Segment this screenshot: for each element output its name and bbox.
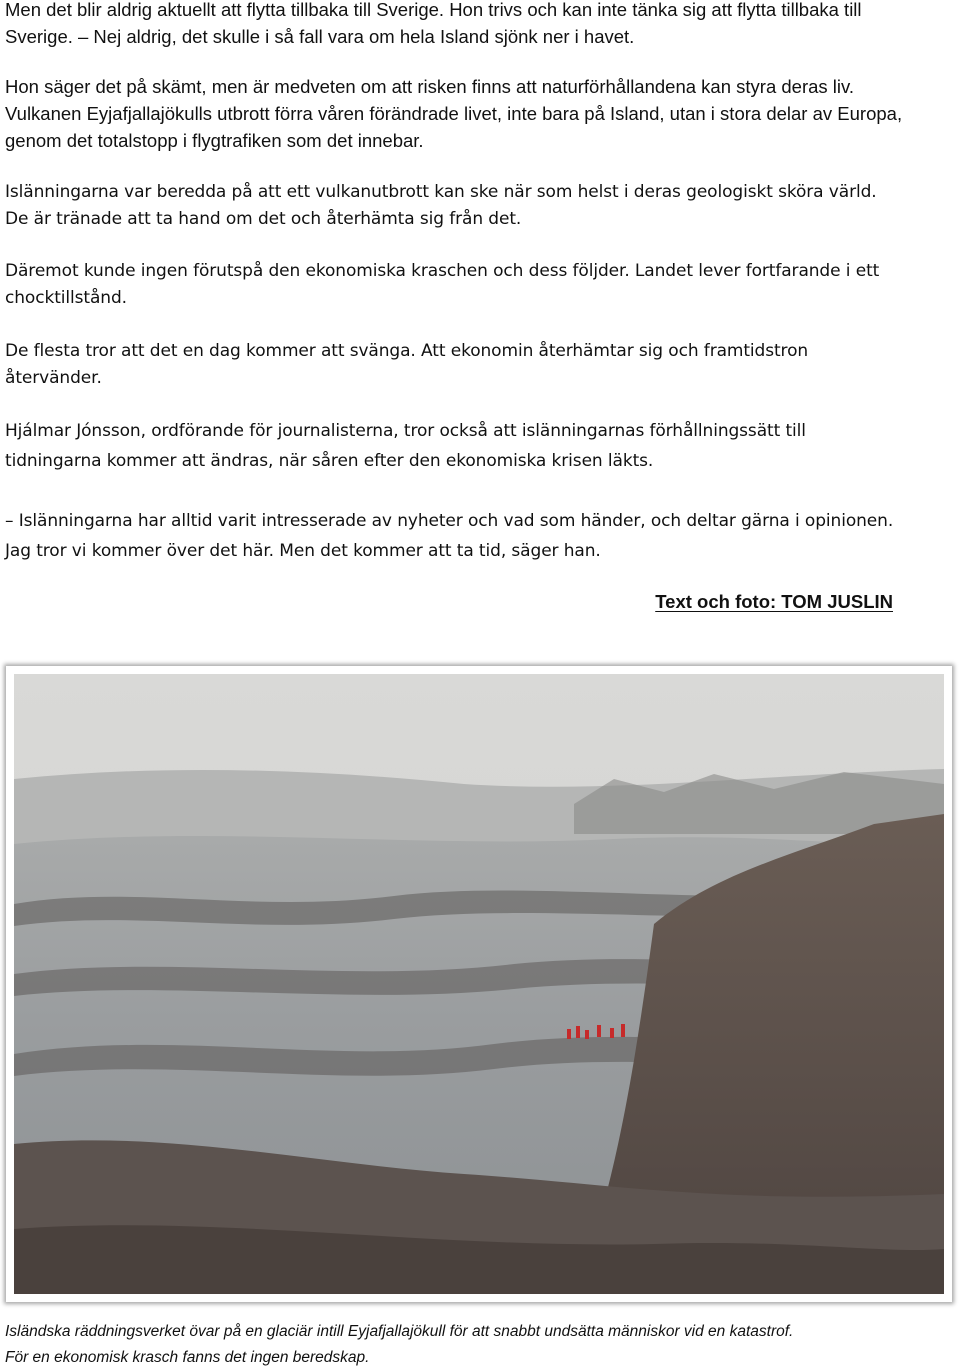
paragraph-4: Däremot kunde ingen förutspå den ekonomiska kraschen och dess följder. Landet lever fortfarande i ett chocktillstånd. [5, 261, 880, 308]
paragraph-3: Islänningarna var beredda på att ett vulkanutbrott kan ske när som helst i deras geologiskt sköra värld. De är tränade att ta hand om det och återhämta sig från det. [5, 182, 877, 229]
paragraph-5: De flesta tror att det en dag kommer att svänga. Att ekonomin återhämtar sig och framtidstron återvänder. [5, 341, 809, 388]
glacier-photo [14, 674, 944, 1294]
paragraph-6: Hjálmar Jónsson, ordförande för journalisterna, tror också att islänningarnas förhållningssätt till tidningarna kommer att ändras, när såren efter den ekonomiska krisen läkts. [5, 421, 806, 471]
paragraph-1: Men det blir aldrig aktuellt att flytta tillbaka till Sverige. Hon trivs och kan inte tänka sig att flytta tillbaka till Sverige. – Nej aldrig, det skulle i så fall vara om hela Island sjönk ner i havet. [5, 0, 862, 47]
photo-caption-line-2: För en ekonomisk krasch fanns det ingen beredskap. [5, 1349, 370, 1366]
photo-credit: Text och foto: TOM JUSLIN [655, 591, 893, 612]
paragraph-2: Hon säger det på skämt, men är medveten om att risken finns att naturförhållandena kan styra deras liv. Vulkanen Eyjafjallajökulls utbrott förra våren förändrade livet, inte bara på Island, utan i stora delar av Europa, genom det totalstopp i flygtrafiken som det innebar. [5, 76, 903, 151]
paragraph-7: – Islänningarna har alltid varit intresserade av nyheter och vad som händer, och deltar gärna i opinionen. Jag tror vi kommer över det här. Men det kommer att ta tid, säger han. [5, 511, 894, 561]
glacier-photo-frame [6, 666, 952, 1302]
photo-caption-line-1: Isländska räddningsverket övar på en glaciär intill Eyjafjallajökull för att snabbt undsätta människor vid en katastrof. [5, 1323, 794, 1340]
